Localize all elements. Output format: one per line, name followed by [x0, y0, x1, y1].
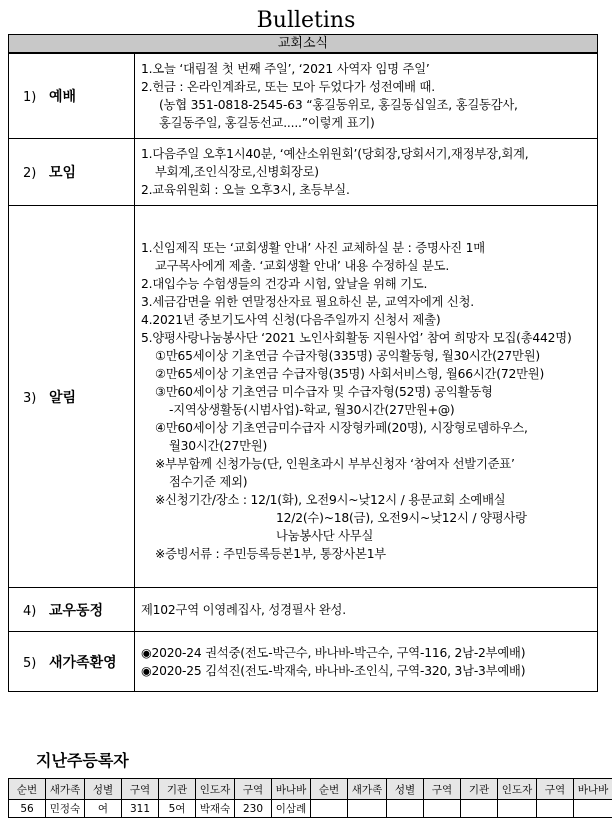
registry-header-cell: 순번 [311, 779, 348, 800]
registry-cell: 230 [235, 800, 272, 818]
content-line: 4.2021년 중보기도사역 신청(다음주일까지 신청서 제출) [141, 312, 441, 327]
section-row [9, 632, 598, 692]
content-line: ※증빙서류 : 주민등록등본1부, 통장사본1부 [155, 546, 386, 561]
content-line: 2.교육위원회 : 오늘 오후3시, 초등부실. [141, 183, 350, 197]
registry-header-cell: 성별 [85, 779, 122, 800]
content-line: 5.양평사랑나눔봉사단 ‘2021 노인사회활동 지원사업’ 참여 희망자 모집(총442명) [141, 330, 572, 345]
registry-cell [461, 800, 498, 818]
content-line: 3.세금감면을 위한 연말정산자료 필요하신 분, 교역자에게 신청. [141, 294, 474, 309]
content-line: 홍길동주일, 홍길동선교.....”이렇게 표기) [159, 116, 375, 130]
section-row [9, 54, 598, 139]
section-subtitle: 교회소식 [8, 34, 598, 53]
registry-cell: 민정숙 [46, 800, 85, 818]
registry-cell [498, 800, 537, 818]
registry-cell: 박재숙 [196, 800, 235, 818]
registry-header-cell: 기관 [461, 779, 498, 800]
registry-header-cell: 기관 [159, 779, 196, 800]
registry-cell: 5여 [159, 800, 196, 818]
section-label: 예배 [49, 89, 77, 105]
page-title: Bulletins [256, 8, 356, 33]
registry-header-cell: 바나바 [272, 779, 311, 800]
registry-header-cell: 구역 [424, 779, 461, 800]
section-label: 새가족환영 [49, 654, 117, 671]
section-label-cell [9, 54, 135, 139]
registry-row [9, 800, 612, 818]
section-label-cell [9, 632, 135, 692]
content-line: 제102구역 이영례집사, 성경필사 완성. [141, 602, 346, 617]
section-number: 4) [23, 603, 37, 619]
section-content [135, 206, 598, 588]
section-content [135, 588, 598, 632]
content-line: ※부부함께 신청가능(단, 인원초과시 부부신청자 ‘참여자 선발기준표’ [155, 456, 515, 471]
section-label-cell [9, 139, 135, 206]
content-line: 2.헌금 : 온라인계좌로, 또는 모아 두었다가 성전예배 때. [141, 80, 435, 94]
content-line: 교구목사에게 제출. ‘교회생활 안내’ 내용 수정하실 분도. [155, 258, 450, 273]
content-line: -지역상생활동(시범사업)-학교, 월30시간(27만원+@) [169, 402, 455, 417]
registry-cell: 이삼례 [272, 800, 311, 818]
registry-header-row [9, 779, 612, 800]
content-line: 1.오늘 ‘대림절 첫 번째 주일’, ‘2021 사역자 임명 주일’ [141, 62, 430, 76]
content-line: ③만60세이상 기초연금 미수급자 및 수급자형(52명) 공익활동형 [155, 384, 493, 399]
registry-header-cell: 구역 [235, 779, 272, 800]
registry-cell [348, 800, 387, 818]
registry-header-cell: 구역 [122, 779, 159, 800]
registry-header-cell: 구역 [537, 779, 574, 800]
registry-cell: 311 [122, 800, 159, 818]
content-line: ①만65세이상 기초연금 수급자형(335명) 공익활동형, 월30시간(27만원) [155, 348, 540, 363]
content-line: (농협 351-0818-2545-63 “홍길동위로, 홍길동십일조, 홍길동감사, [159, 98, 518, 112]
registry-cell [311, 800, 348, 818]
content-line: 월30시간(27만원) [169, 438, 268, 453]
section-content [135, 54, 598, 139]
registry-header-cell: 새가족 [348, 779, 387, 800]
content-line: ◉2020-25 김석진(전도-박재숙, 바나바-조인식, 구역-320, 3남-3부예배) [141, 663, 526, 678]
registry-header-cell: 새가족 [46, 779, 85, 800]
content-line: 점수기준 제외) [169, 474, 248, 489]
section-label: 모임 [49, 165, 77, 181]
section-row [9, 139, 598, 206]
section-number: 1) [23, 90, 37, 105]
content-line: ④만60세이상 기초연금미수급자 시장형카페(20명), 시장형로뎀하우스, [155, 420, 528, 435]
content-line: 1.신임제직 또는 ‘교회생활 안내’ 사진 교체하실 분 : 증명사진 1매 [141, 240, 485, 255]
content-line: ②만65세이상 기초연금 수급자형(35명) 사회서비스형, 월66시간(72만원) [155, 366, 545, 381]
section-content [135, 632, 598, 692]
registry-header-cell: 순번 [9, 779, 46, 800]
registry-header-cell: 인도자 [498, 779, 537, 800]
registry-table [8, 778, 612, 818]
content-line: 1.다음주일 오후1시40분, ‘예산소위원회’(당회장,당회서기,재정부장,회계, [141, 147, 529, 161]
section-row [9, 588, 598, 632]
bulletin-table [8, 53, 598, 692]
registry-cell [387, 800, 424, 818]
content-line: ※신청기간/장소 : 12/1(화), 오전9시~낮12시 / 용문교회 소예배실 [155, 492, 506, 507]
registry-header-cell: 성별 [387, 779, 424, 800]
content-line: ◉2020-24 권석중(전도-박근수, 바나바-박근수, 구역-116, 2남-2부예배) [141, 645, 526, 660]
registry-title: 지난주등록자 [36, 751, 129, 770]
section-number: 3) [23, 390, 37, 406]
registry-cell: 여 [85, 800, 122, 818]
section-number: 5) [23, 655, 37, 671]
content-line: 부회계,조인식장로,신병회장로) [155, 165, 319, 179]
section-label: 알림 [49, 389, 77, 406]
registry-header-cell: 인도자 [196, 779, 235, 800]
registry-cell [424, 800, 461, 818]
section-row [9, 206, 598, 588]
registry-cell [537, 800, 574, 818]
section-label-cell [9, 206, 135, 588]
registry-header-cell: 바나바 [574, 779, 612, 800]
registry-cell [574, 800, 612, 818]
section-label: 교우동정 [49, 602, 104, 619]
section-content [135, 139, 598, 206]
content-line: 12/2(수)~18(금), 오전9시~낮12시 / 양평사랑 [276, 510, 527, 525]
content-line: 나눔봉사단 사무실 [276, 528, 374, 543]
content-line: 2.대입수능 수험생들의 건강과 시험, 앞날을 위해 기도. [141, 276, 428, 291]
section-number: 2) [23, 166, 37, 181]
registry-cell: 56 [9, 800, 46, 818]
section-label-cell [9, 588, 135, 632]
